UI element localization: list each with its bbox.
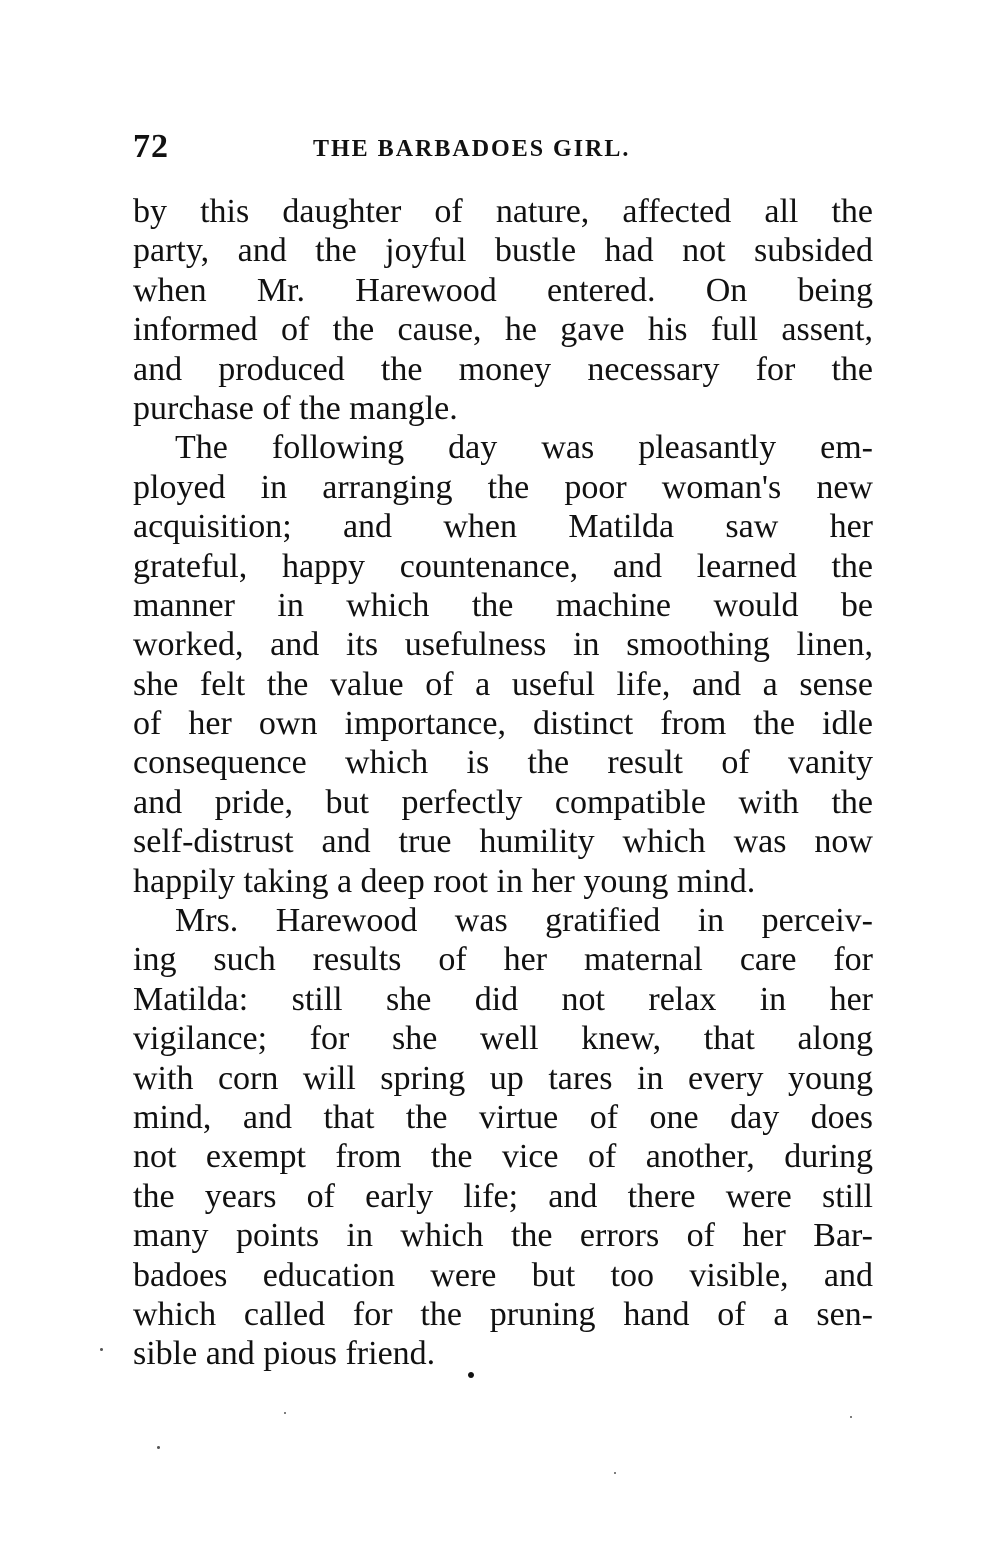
text-line: party, and the joyful bustle had not subsided [133, 232, 873, 270]
print-speck [850, 1416, 852, 1418]
text-line: consequence which is the result of vanity [133, 744, 873, 782]
text-line: Matilda: still she did not relax in her [133, 980, 873, 1018]
text-line: the years of early life; and there were still [133, 1177, 873, 1215]
text-line: of her own importance, distinct from the idle [133, 705, 873, 743]
text-line: and produced the money necessary for the [133, 350, 873, 388]
running-title: THE BARBADOES GIRL. [313, 136, 631, 162]
text-line: vigilance; for she well knew, that along [133, 1020, 873, 1058]
text-line: and pride, but perfectly compatible with the [133, 783, 873, 821]
text-line: many points in which the errors of her Bar- [133, 1217, 873, 1255]
text-line: acquisition; and when Matilda saw her [133, 508, 873, 546]
text-line: self-distrust and true humility which was now [133, 823, 873, 861]
text-line: worked, and its usefulness in smoothing linen, [133, 626, 873, 664]
print-speck [157, 1446, 160, 1449]
text-line: ing such results of her maternal care for [133, 941, 873, 979]
page-header [133, 128, 873, 168]
print-speck [614, 1472, 616, 1474]
text-line: ployed in arranging the poor woman's new [133, 468, 873, 506]
print-speck [284, 1412, 286, 1414]
text-line: grateful, happy countenance, and learned the [133, 547, 873, 585]
text-line: by this daughter of nature, affected all the [133, 193, 873, 230]
text-line: The following day was pleasantly em- [175, 429, 873, 467]
print-speck [468, 1372, 474, 1378]
page-number: 72 [133, 128, 169, 165]
text-line: she felt the value of a useful life, and a sense [133, 665, 873, 703]
text-line: informed of the cause, he gave his full assent, [133, 311, 873, 349]
text-line: happily taking a deep root in her young mind. [133, 862, 756, 900]
text-line: purchase of the mangle. [133, 389, 458, 427]
body-text [133, 192, 873, 1374]
text-line: not exempt from the vice of another, during [133, 1138, 873, 1176]
text-line: badoes education were but too visible, and [133, 1256, 873, 1294]
text-line: with corn will spring up tares in every young [133, 1059, 873, 1097]
print-speck [100, 1348, 103, 1351]
text-line: mind, and that the virtue of one day does [133, 1098, 873, 1136]
text-line: Mrs. Harewood was gratified in perceiv- [175, 902, 873, 940]
text-line: sible and pious friend. [133, 1335, 436, 1373]
text-line: manner in which the machine would be [133, 586, 873, 624]
text-line: which called for the pruning hand of a sen- [133, 1295, 873, 1333]
text-line: when Mr. Harewood entered. On being [133, 271, 873, 309]
